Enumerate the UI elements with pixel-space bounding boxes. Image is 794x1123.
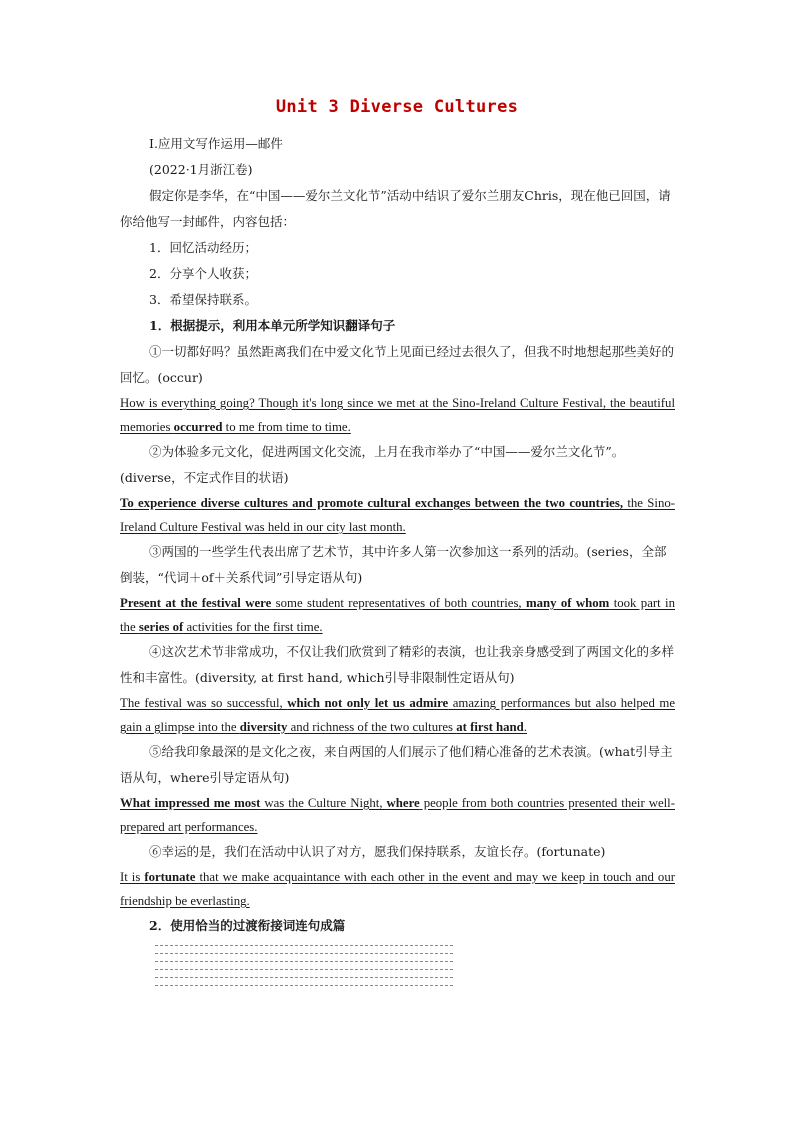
answer-keyword: many of whom (525, 596, 610, 610)
answer-text: . (523, 720, 527, 734)
translation-answer (120, 591, 675, 639)
answer-keyword: occurred (173, 420, 223, 434)
answer-line[interactable] (155, 969, 453, 977)
prompt-text: 假定你是李华，在“中国——爱尔兰文化节”活动中结识了爱尔兰朋友Chris，现在他已回国，请你给他写一封邮件，内容包括： (120, 188, 671, 229)
page-title: Unit 3 Diverse Cultures (275, 97, 519, 117)
answer-text: to me from time to time. (222, 420, 351, 434)
answer-text: and richness of the two cultures (287, 720, 457, 734)
document-body (120, 131, 675, 993)
prompt-points (120, 235, 675, 313)
translation-answer (120, 691, 675, 739)
answer-line[interactable] (155, 977, 453, 985)
answer-text: The festival was so successful, (120, 696, 288, 710)
answer-line[interactable] (155, 985, 453, 993)
answer-text: took part in the (120, 596, 676, 634)
answer-line[interactable] (155, 945, 453, 953)
answer-keyword: at first hand (456, 720, 524, 734)
answer-keyword: series of (138, 620, 184, 634)
answer-lines[interactable] (155, 945, 453, 993)
answer-line[interactable] (155, 961, 453, 969)
section-heading: Ⅰ.应用文写作运用—邮件 (149, 136, 283, 151)
answer-text: people from both countries presented their well-prepared art performances. (120, 796, 675, 834)
prompt-point: 3．希望保持联系。 (149, 292, 257, 307)
translation-answer (120, 791, 675, 839)
translation-prompt: ⑥幸运的是，我们在活动中认识了对方，愿我们保持联系，友谊长存。(fortunate) (149, 844, 606, 859)
prompt-point: 2．分享个人收获； (149, 266, 257, 281)
answer-text: that we make acquaintance with each other in the event and may we keep in touch and our friendship be everlasting. (120, 870, 675, 908)
answer-keyword: What impressed me most (120, 796, 261, 810)
translation-prompt: ⑤给我印象最深的是文化之夜，来自两国的人们展示了他们精心准备的艺术表演。(what引导主语从句，where引导定语从句) (120, 744, 673, 785)
source-note: (2022·1月浙江卷) (149, 162, 253, 177)
answer-text: How is everything going? Though it's long since we met at the Sino-Ireland Culture Festival, the beautiful memories (120, 396, 675, 434)
prompt-point: 1．回忆活动经历； (149, 240, 257, 255)
translation-prompt: ④这次艺术节非常成功，不仅让我们欣赏到了精彩的表演，也让我亲身感受到了两国文化的多样性和丰富性。(diversity, at first hand, which引导非限制性定语从句) (120, 644, 675, 685)
translation-answer (120, 491, 675, 539)
answer-keyword: Present at the festival were (120, 596, 272, 610)
translation-prompt: ①一切都好吗？虽然距离我们在中爱文化节上见面已经过去很久了，但我不时地想起那些美好的回忆。(occur) (120, 344, 675, 385)
answer-keyword: diversity (239, 720, 288, 734)
answer-text: some student representatives of both countries, (271, 596, 526, 610)
translation-items (120, 339, 675, 913)
answer-text: was the Culture Night, (260, 796, 387, 810)
answer-keyword: fortunate (144, 870, 196, 884)
task2-heading: 2．使用恰当的过渡衔接词连句成篇 (149, 918, 346, 933)
translation-answer (120, 865, 675, 913)
task1-heading: 1．根据提示，利用本单元所学知识翻译句子 (149, 318, 396, 333)
answer-keyword: where (386, 796, 420, 810)
translation-prompt: ③两国的一些学生代表出席了艺术节，其中许多人第一次参加这一系列的活动。(series，全部倒装，“代词＋of＋关系代词”引导定语从句) (120, 544, 667, 585)
answer-text: activities for the first time. (183, 620, 323, 634)
answer-keyword: which not only let us admire (287, 696, 449, 710)
translation-prompt: ②为体验多元文化，促进两国文化交流，上月在我市举办了“中国——爱尔兰文化节”。(diverse，不定式作目的状语) (120, 444, 625, 485)
answer-line[interactable] (155, 953, 453, 961)
answer-keyword: To experience diverse cultures and promote cultural exchanges between the two countries, (120, 496, 624, 510)
answer-text: It is (120, 870, 145, 884)
answer-text: amazing performances but also helped me gain a glimpse into the (120, 696, 676, 734)
translation-answer (120, 391, 675, 439)
answer-text: the Sino-Ireland Culture Festival was held in our city last month. (120, 496, 676, 534)
